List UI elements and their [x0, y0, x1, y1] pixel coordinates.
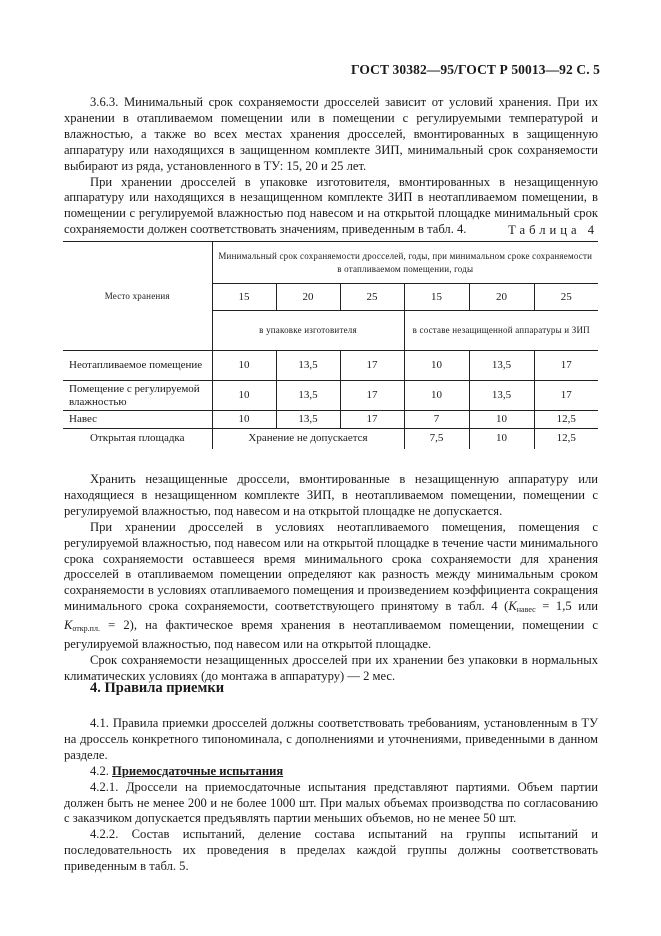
- row-place: Неотапливаемое помещение: [63, 351, 212, 381]
- paragraph-4-2: [64, 764, 598, 780]
- header-storage-place: [63, 242, 212, 351]
- group-manufacturer-packaging-label: в упаковке изготовителя: [259, 325, 357, 335]
- year-cell: 15: [212, 284, 276, 311]
- year-cell: 20: [469, 284, 534, 311]
- value-cell: 13,5: [276, 381, 340, 411]
- paragraph-storage-conditions: При хранении дросселей в упаковке изготовителя, вмонтированных в незащищенную аппаратуру или находящихся в незащищенном комплекте ЗИП в неотапливаемом помещении, в помещении с регулируемой влажностью под навесом и на открытой площадке минимальный срок сохраняемости должен соответствовать значениям, приведенным в табл. 4.: [64, 174, 598, 237]
- section-4-heading: 4. Правила приемки: [90, 680, 225, 696]
- coefficient-k-open-subscript: откр.пл.: [72, 624, 100, 634]
- value-cell: 17: [340, 411, 404, 429]
- value-cell: 10: [469, 429, 534, 449]
- row-place: Открытая площадка: [63, 429, 212, 449]
- value-cell: 17: [534, 351, 598, 381]
- value-cell: 10: [212, 411, 276, 429]
- group-manufacturer-packaging: [212, 311, 404, 351]
- paragraph-4-2-title: Приемосдаточные испытания: [112, 763, 284, 778]
- paragraph-conditions: [64, 520, 598, 653]
- row-place: Помещение с регулируемой влажностью: [63, 381, 212, 411]
- group-unprotected-equipment-label: в составе незащищенной аппаратуры и ЗИП: [412, 325, 590, 335]
- value-cell: 10: [212, 381, 276, 411]
- value-cell: 10: [469, 411, 534, 429]
- coefficient-k-shed-subscript: навес: [516, 605, 536, 615]
- paragraph-conditions-tail: = 2), на фактическое время хранения в неотапливаемом помещении, помещении с регулируемой влажностью, под навесом или на открытой площадке.: [64, 618, 598, 652]
- group-unprotected-equipment: [404, 311, 598, 351]
- year-cell: 25: [340, 284, 404, 311]
- coefficient-k-shed-value: = 1,5 или: [535, 599, 598, 614]
- section-4-body: [64, 716, 598, 875]
- coefficient-k-shed: K: [508, 599, 517, 614]
- header-min-shelf-life-label: Минимальный срок сохраняемости дросселей, годы, при минимальном сроке сохраняемости в отапливаемом помещении, годы: [218, 250, 593, 274]
- paragraph-unprotected-storage: Хранить незащищенные дроссели, вмонтированные в незащищенную аппаратуру или находящиеся в незащищенном комплекте ЗИП, в неотапливаемом помещении, помещении с регулируемой влажностью, под навесом и на открытой площадке не допускается.: [64, 472, 598, 518]
- paragraph-4-2-1: 4.2.1. Дроссели на приемосдаточные испытания представляют партиями. Объем партии должен быть не менее 200 и не более 1000 шт. При малых объемах производства по согласованию с заказчиком допускается предъявлять партии меньших объемов, но не менее 50 шт.: [64, 779, 598, 826]
- row-place: Навес: [63, 411, 212, 429]
- value-cell: 7: [404, 411, 469, 429]
- value-cell: 13,5: [276, 351, 340, 381]
- coefficient-k-open: K: [64, 618, 73, 633]
- value-cell: 10: [404, 351, 469, 381]
- paragraph-4-2-number: 4.2.: [90, 763, 113, 778]
- clause-3-6-3-block: [64, 95, 598, 238]
- value-cell: 13,5: [276, 411, 340, 429]
- year-cell: 15: [404, 284, 469, 311]
- storage-rules-block: [64, 472, 598, 685]
- header-storage-place-label: Место хранения: [104, 290, 170, 301]
- paragraph-4-2-2: 4.2.2. Состав испытаний, деление состава испытаний на группы испытаний и последовательность их проведения в пределах каждой группы должны соответствовать приведенным в табл. 5.: [64, 827, 598, 874]
- value-cell: 10: [212, 351, 276, 381]
- value-cell: 13,5: [469, 351, 534, 381]
- value-cell: 10: [404, 381, 469, 411]
- value-cell: 12,5: [534, 411, 598, 429]
- value-cell: 17: [534, 381, 598, 411]
- value-cell: 7,5: [404, 429, 469, 449]
- paragraph-3-6-3: 3.6.3. Минимальный срок сохраняемости дросселей зависит от условий хранения. При их хранении в отапливаемом помещении или в помещении с регулируемыми температурой и влажностью, а также во всех местах хранения дросселей, вмонтированных в защищенную аппаратуру или находящихся в защищенном комплекте ЗИП, минимальный срок сохраняемости выбирают из ряда, установленного в ТУ: 15, 20 и 25 лет.: [64, 95, 598, 173]
- value-cell: 17: [340, 351, 404, 381]
- merged-cell-not-allowed: Хранение не допускается: [212, 429, 404, 449]
- table-4: [63, 241, 598, 449]
- paragraph-conditions-text: При хранении дросселей в условиях неотапливаемого помещения, помещения с регулируемой влажностью, под навесом или на открытой площадке в течение части минимального срока сохраняемости оставшееся время минимального срока сохраняемости для хранения дросселей в отапливаемом помещении определяют как разность между минимальным сроком сохраняемости в условиях отапливаемого помещения и произведением коэффициента сокращения минимального срока сохраняемости, соответствующего принятому в табл. 4 (: [64, 519, 598, 614]
- year-cell: 20: [276, 284, 340, 311]
- table-4-caption: Таблица 4: [508, 223, 598, 237]
- value-cell: 17: [340, 381, 404, 411]
- paragraph-shelf-life-unpacked: Срок сохраняемости незащищенных дросселей при их хранении без упаковки в нормальных климатических условиях (до монтажа в аппаратуру) — 2 мес.: [64, 652, 598, 683]
- paragraph-4-1: 4.1. Правила приемки дросселей должны соответствовать требованиям, установленным в ТУ на дроссель конкретного типономинала, с дополнениями и уточнениями, приведенными в данном разделе.: [64, 716, 598, 762]
- year-cell: 25: [534, 284, 598, 311]
- value-cell: 12,5: [534, 429, 598, 449]
- page-header: ГОСТ 30382—95/ГОСТ Р 50013—92 С. 5: [351, 62, 600, 77]
- value-cell: 13,5: [469, 381, 534, 411]
- header-min-shelf-life: [212, 242, 598, 284]
